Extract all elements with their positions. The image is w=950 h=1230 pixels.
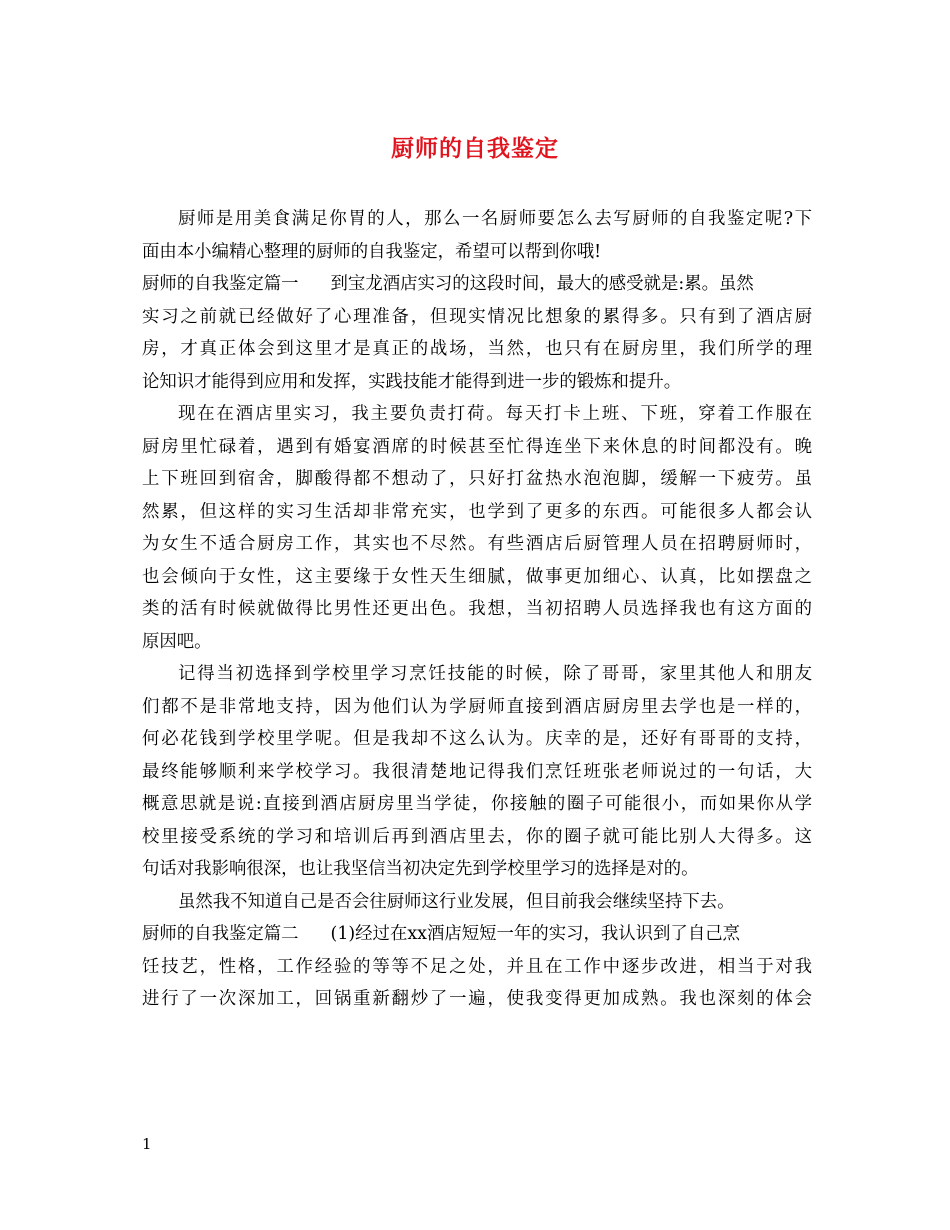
paragraph-3-line: 句话对我影响很深，也让我坚信当初决定先到学校里学习的选择是对的。 [142, 859, 699, 879]
paragraph-2-line: 也会倾向于女性，这主要缘于女性天生细腻，做事更加细心、认真，比如摆盘之 [142, 566, 812, 587]
section-2-line: 进行了一次深加工，回锅重新翻炒了一遍，使我变得更加成熟。我也深刻的体会 [142, 989, 812, 1009]
paragraph-3-line: 们都不是非常地支持，因为他们认为学厨师直接到酒店厨房里去学也是一样的， [142, 696, 812, 717]
document-body [142, 203, 812, 1016]
paragraph-3-line: 记得当初选择到学校里学习烹饪技能的时候，除了哥哥，家里其他人和朋友 [178, 664, 812, 684]
section-1-heading: 厨师的自我鉴定篇一 [142, 274, 299, 294]
section-2-first-line-text: (1)经过在xx酒店短短一年的实习，我认识到了自己烹 [330, 924, 740, 944]
paragraph-2-line: 原因吧。 [142, 631, 212, 652]
section-1-first-line [142, 268, 812, 301]
section-1-first-line-text: 到宝龙酒店实习的这段时间，最大的感受就是:累。虽然 [330, 274, 754, 294]
paragraph-2-line: 上下班回到宿舍，脚酸得都不想动了，只好打盆热水泡泡脚，缓解一下疲劳。虽 [142, 469, 812, 489]
section-1-line: 论知识才能得到应用和发挥，实践技能才能得到进一步的锻炼和提升。 [142, 371, 682, 392]
paragraph-2-line: 现在在酒店里实习，我主要负责打荷。每天打卡上班、下班，穿着工作服在 [178, 404, 812, 424]
document-title: 厨师的自我鉴定 [391, 135, 559, 162]
paragraph-2-line: 厨房里忙碌着，遇到有婚宴酒席的时候甚至忙得连坐下来休息的时间都没有。晚 [142, 436, 812, 457]
paragraph-3-line: 概意思就是说:直接到酒店厨房里当学徒，你接触的圈子可能很小，而如果你从学 [142, 794, 812, 814]
paragraph-3-line: 最终能够顺利来学校学习。我很清楚地记得我们烹饪班张老师说过的一句话，大 [142, 761, 812, 782]
section-2-heading: 厨师的自我鉴定篇二 [142, 924, 299, 944]
intro-line-1: 厨师是用美食满足你胃的人，那么一名厨师要怎么去写厨师的自我鉴定呢?下 [178, 209, 812, 229]
paragraph-3-line: 校里接受系统的学习和培训后再到酒店里去，你的圈子就可能比别人大得多。这 [142, 826, 812, 847]
paragraph-2-line: 然累，但这样的实习生活却非常充实，也学到了更多的东西。可能很多人都会认 [142, 501, 812, 522]
paragraph-3-line: 何必花钱到学校里学呢。但是我却不这么认为。庆幸的是，还好有哥哥的支持， [142, 729, 812, 749]
section-2-line: 饪技艺，性格，工作经验的等等不足之处，并且在工作中逐步改进，相当于对我 [142, 956, 812, 977]
section-1-line: 实习之前就已经做好了心理准备，但现实情况比想象的累得多。只有到了酒店厨 [142, 306, 812, 327]
paragraph-2-line: 为女生不适合厨房工作，其实也不尽然。有些酒店后厨管理人员在招聘厨师时， [142, 534, 812, 554]
section-1-line: 房，才真正体会到这里才是真正的战场，当然，也只有在厨房里，我们所学的理 [142, 339, 812, 359]
paragraph-4-line: 虽然我不知道自己是否会往厨师这行业发展，但目前我会继续坚持下去。 [178, 891, 735, 912]
page-number: 1 [142, 1135, 152, 1153]
section-2-first-line [142, 918, 812, 951]
intro-line-2: 面由本小编精心整理的厨师的自我鉴定，希望可以帮到你哦! [142, 241, 602, 262]
paragraph-2-line: 类的活有时候就做得比男性还更出色。我想，当初招聘人员选择我也有这方面的 [142, 599, 812, 619]
